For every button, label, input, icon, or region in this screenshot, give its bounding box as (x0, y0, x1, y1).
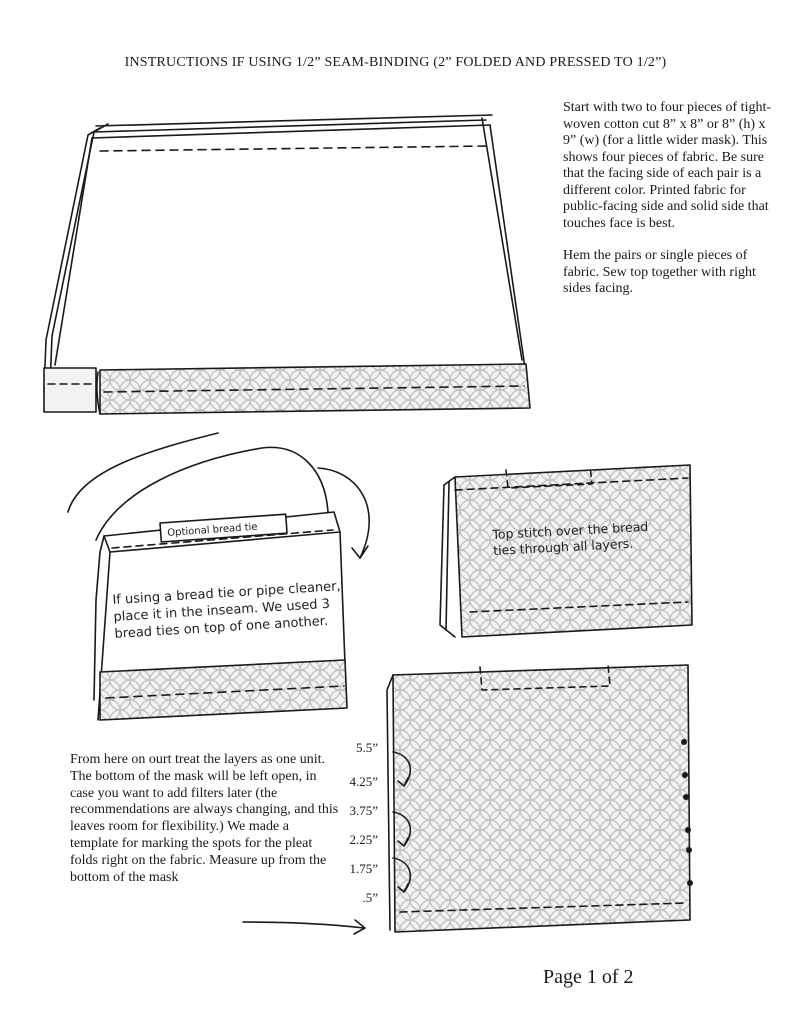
pleat-instructions-text: From here on ourt treat the layers as one unit. The bottom of the mask will be left open, in case you want to add filters later (the recommendations are always changing, and this leaves room for flexibility.) We made a template for marking the spots for the pleat folds right on the fabric. Measure up from the bottom of the mask (70, 752, 339, 885)
top-stitch-note: Top stitch over the bread ties through all layers. (492, 518, 649, 558)
measurement-label: 2.25” (349, 832, 378, 847)
fabric-stack-illustration (44, 115, 530, 414)
measurement-label: 5.5” (355, 740, 378, 755)
measurement-label: 1.75” (349, 861, 378, 876)
measurement-label: 4.25” (349, 774, 378, 789)
bread-tie-label: Optional bread tie (167, 521, 258, 539)
intro-paragraph-2: Hem the pairs or single pieces of fabric. Sew top together with right sides facing. (563, 248, 756, 296)
bread-tie-note: If using a bread tie or pipe cleaner, place it in the inseam. We used 3 bread ties on top of one another. (112, 579, 342, 642)
bread-tie-illustration (68, 433, 369, 720)
page-number: Page 1 of 2 (543, 966, 634, 988)
intro-paragraph-1: Start with two to four pieces of tight-woven cotton cut 8” x 8” or 8” (h) x 9” (w) (for a little wider mask). This shows four pieces of fabric. Be sure that the facing side of each pair is a different color. Printed fabric for public-facing side and solid side that touches face is best. (563, 100, 772, 231)
measurement-label: .5” (362, 890, 378, 905)
page-title: INSTRUCTIONS IF USING 1/2” SEAM-BINDING (2” FOLDED AND PRESSED TO 1/2”) (124, 55, 667, 70)
measurement-label: 3.75” (349, 803, 378, 818)
